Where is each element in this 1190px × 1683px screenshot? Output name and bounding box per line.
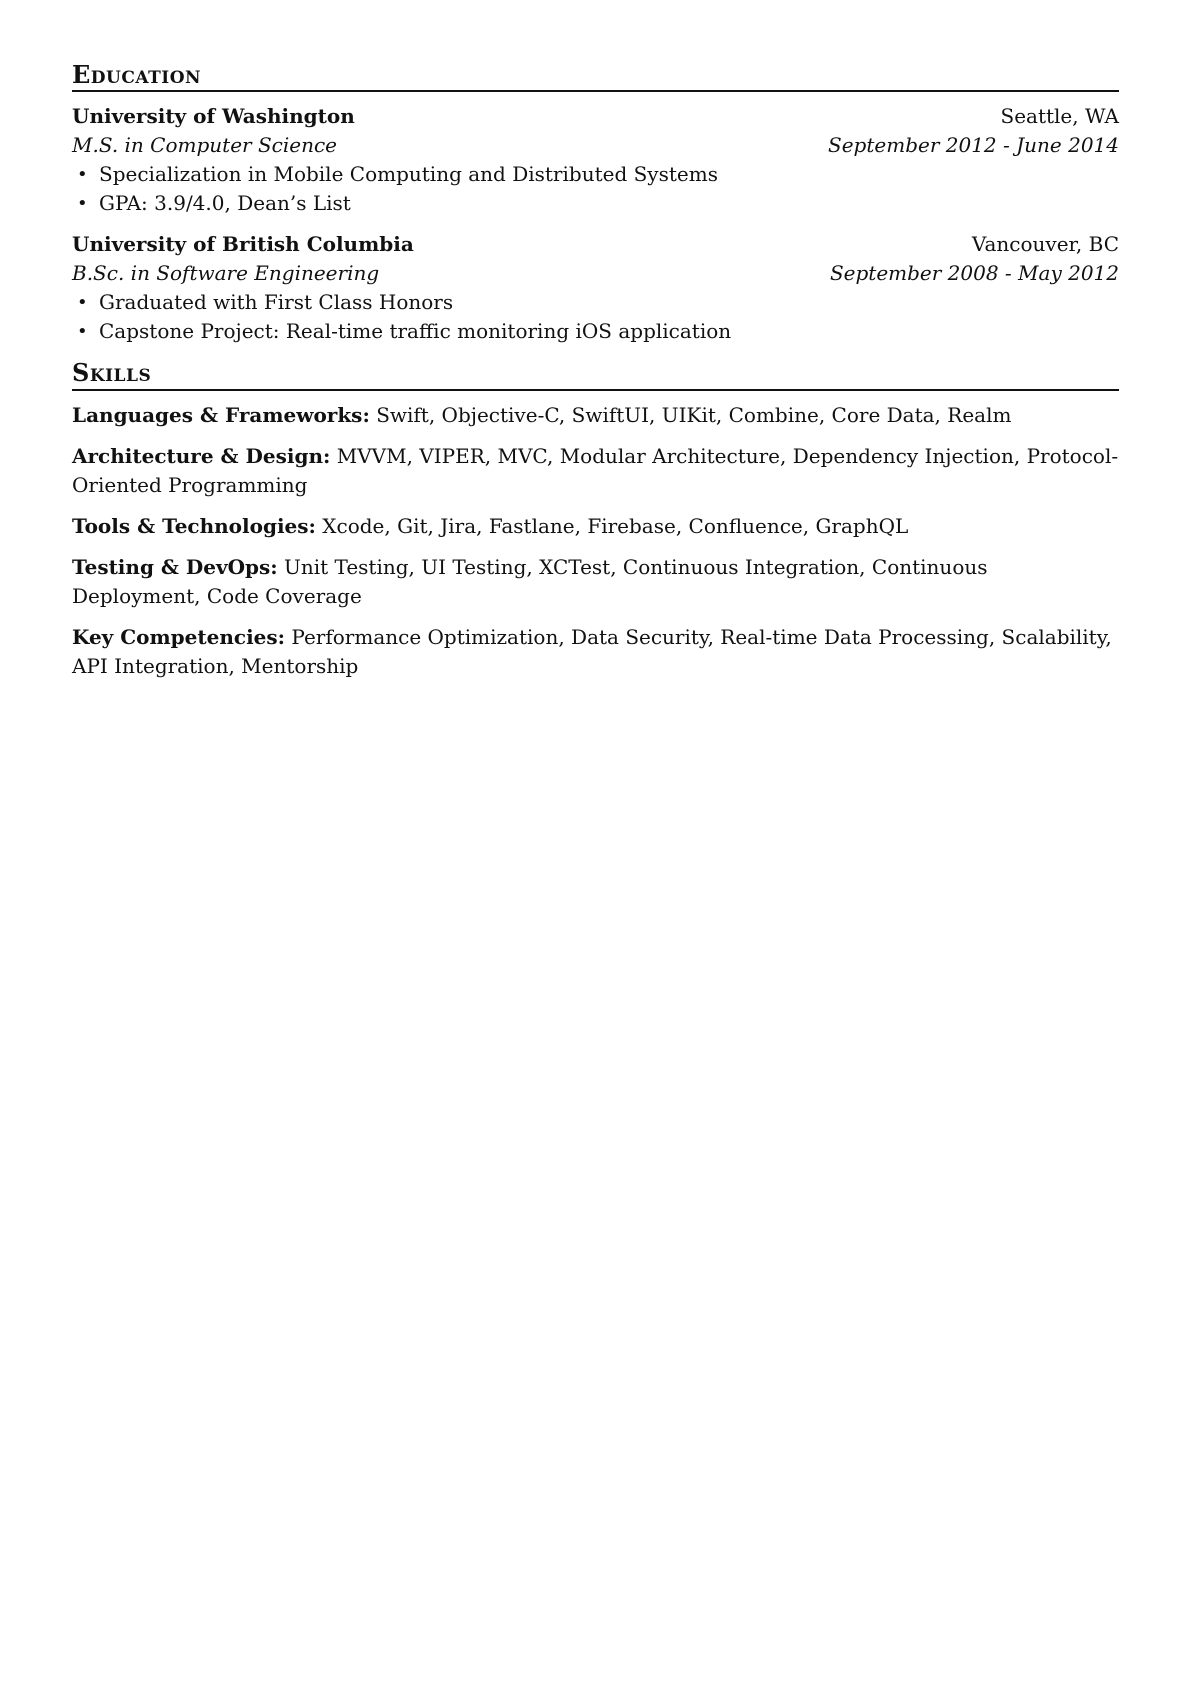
bullet-item — [72, 288, 1119, 317]
school-location: Seattle, WA — [1000, 104, 1119, 129]
bullet-item — [72, 160, 1119, 189]
skill-label: Testing & DevOps: — [72, 554, 278, 579]
bullet-text: GPA: 3.9/4.0, Dean’s List — [99, 191, 351, 216]
education-entry-header — [72, 230, 1119, 259]
bullet-dot-icon: • — [77, 292, 88, 314]
bullet-text: Capstone Project: Real-time traffic monitoring iOS application — [99, 319, 732, 344]
skill-label: Key Competencies: — [72, 624, 286, 649]
education-bullets — [72, 160, 1119, 218]
bullet-text: Graduated with First Class Honors — [99, 290, 454, 315]
school-name: University of British Columbia — [72, 232, 414, 257]
skill-label: Languages & Frameworks: — [72, 402, 370, 427]
section-title-education: Education — [72, 62, 1119, 92]
education-entry-header — [72, 102, 1119, 131]
skill-value: Performance Optimization, Data Security, Real-time Data Processing, Scalability, API Integration, Mentorship — [72, 624, 1112, 678]
school-name: University of Washington — [72, 104, 355, 129]
skill-row — [72, 623, 1119, 681]
education-entry — [72, 230, 1119, 346]
skill-value: Xcode, Git, Jira, Fastlane, Firebase, Confluence, GraphQL — [322, 513, 909, 538]
skill-label: Tools & Technologies: — [72, 513, 316, 538]
skill-value: Swift, Objective-C, SwiftUI, UIKit, Combine, Core Data, Realm — [376, 402, 1012, 427]
skills-section — [72, 360, 1119, 680]
school-location: Vancouver, BC — [971, 232, 1119, 257]
resume-page — [72, 62, 1119, 695]
skill-row — [72, 401, 1119, 430]
bullet-dot-icon: • — [77, 193, 88, 215]
bullet-dot-icon: • — [77, 321, 88, 343]
education-entry-subheader — [72, 259, 1119, 288]
skill-row — [72, 442, 1119, 500]
skill-row — [72, 512, 1119, 541]
bullet-dot-icon: • — [77, 164, 88, 186]
education-entry-subheader — [72, 131, 1119, 160]
skill-label: Architecture & Design: — [72, 443, 331, 468]
education-entry — [72, 102, 1119, 218]
date-range: September 2012 - June 2014 — [828, 133, 1119, 158]
degree: B.Sc. in Software Engineering — [72, 261, 380, 286]
education-section — [72, 62, 1119, 346]
skill-row — [72, 553, 1119, 611]
bullet-text: Specialization in Mobile Computing and Distributed Systems — [99, 162, 718, 187]
education-bullets — [72, 288, 1119, 346]
section-title-skills: Skills — [72, 360, 1119, 390]
bullet-item — [72, 317, 1119, 346]
skill-value: Unit Testing, UI Testing, XCTest, Continuous Integration, Continuous Deployment, Code Coverage — [72, 554, 988, 608]
degree: M.S. in Computer Science — [72, 133, 338, 158]
skill-value: MVVM, VIPER, MVC, Modular Architecture, Dependency Injection, Protocol-Oriented Programming — [72, 443, 1119, 497]
date-range: September 2008 - May 2012 — [829, 261, 1119, 286]
bullet-item — [72, 189, 1119, 218]
